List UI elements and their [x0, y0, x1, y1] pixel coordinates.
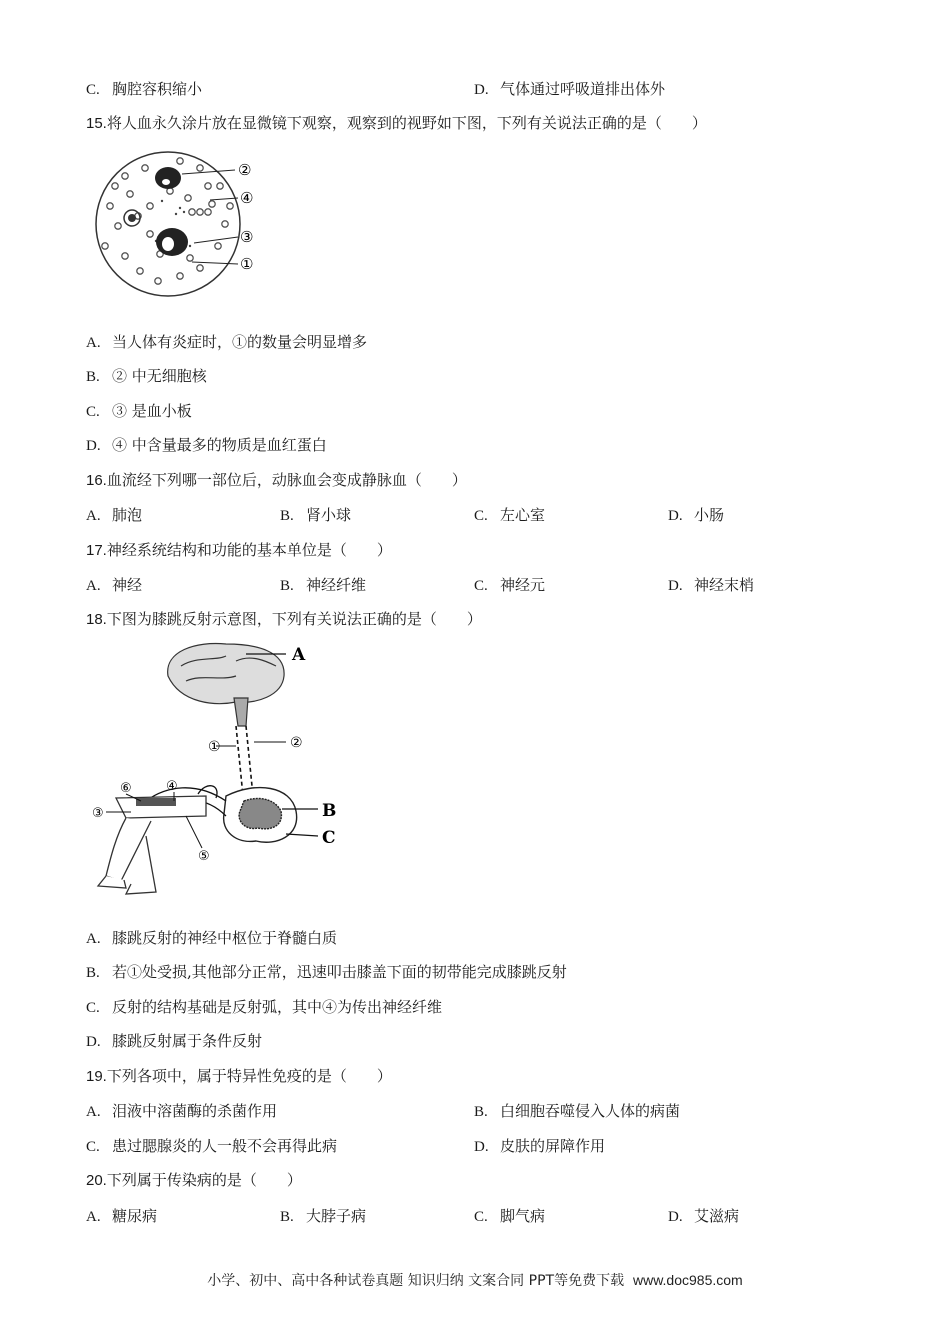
label-6: ⑥: [120, 781, 132, 796]
label-3: ③: [92, 806, 104, 821]
q16-option-a: A. 肺泡: [86, 506, 143, 524]
q14-option-c: C. 胸腔容积缩小: [86, 80, 203, 98]
q18-stem: 18.下图为膝跳反射示意图，下列有关说法正确的是（ ）: [86, 610, 482, 628]
white-cell-2: [155, 167, 181, 189]
q20-stem: 20.下列属于传染病的是（ ）: [86, 1171, 302, 1189]
q19-stem: 19.下列各项中，属于特异性免疫的是（ ）: [86, 1067, 392, 1085]
leg: [98, 796, 206, 894]
q14-option-d: D. 气体通过呼吸道排出体外: [474, 80, 666, 98]
q18-option-d: D. 膝跳反射属于条件反射: [86, 1032, 263, 1050]
q15-option-c: C. ③ 是血小板: [86, 402, 192, 420]
q20-option-a: A. 糖尿病: [86, 1207, 158, 1225]
q17-option-c: C. 神经元: [474, 576, 546, 594]
smear-label-4: ④: [240, 189, 254, 207]
smear-label-3: ③: [240, 228, 254, 246]
smear-label-1: ①: [240, 255, 254, 273]
q20-option-c: C. 脚气病: [474, 1207, 546, 1225]
muscle: [136, 798, 176, 806]
label-c: C: [322, 828, 336, 848]
knee-jerk-reflex-figure: [86, 636, 356, 896]
q19-option-a: A. 泪液中溶菌酶的杀菌作用: [86, 1102, 278, 1120]
label-1: ①: [208, 739, 221, 755]
label-2: ②: [290, 735, 303, 751]
q19-option-c: C. 患过腮腺炎的人一般不会再得此病: [86, 1137, 338, 1155]
footer-text: 小学、初中、高中各种试卷真题 知识归纳 文案合同 PPT等免费下载: [207, 1273, 625, 1289]
q18-option-c: C. 反射的结构基础是反射弧，其中④为传出神经纤维: [86, 998, 443, 1016]
q15-stem: 15.将人血永久涂片放在显微镜下观察，观察到的视野如下图，下列有关说法正确的是（ ）: [86, 114, 707, 132]
label-5: ⑤: [198, 849, 210, 864]
q15-option-a: A. 当人体有炎症时，①的数量会明显增多: [86, 333, 368, 351]
label-4: ④: [166, 779, 178, 794]
q19-option-b: B. 白细胞吞噬侵入人体的病菌: [474, 1102, 681, 1120]
q18-option-a: A. 膝跳反射的神经中枢位于脊髓白质: [86, 929, 338, 947]
q17-option-a: A. 神经: [86, 576, 143, 594]
spinal-cord: [224, 788, 297, 843]
q16-option-c: C. 左心室: [474, 506, 546, 524]
q20-option-b: B. 大脖子病: [280, 1207, 367, 1225]
q17-option-b: B. 神经纤维: [280, 576, 367, 594]
smear-label-2: ②: [238, 161, 252, 179]
q20-option-d: D. 艾滋病: [668, 1207, 740, 1225]
footer-url[interactable]: www.doc985.com: [632, 1272, 743, 1288]
q16-option-b: B. 肾小球: [280, 506, 352, 524]
q16-option-d: D. 小肠: [668, 506, 725, 524]
page-footer: [0, 1270, 950, 1290]
q15-option-b: B. ② 中无细胞核: [86, 367, 207, 385]
label-a: A: [292, 645, 306, 665]
label-b: B: [322, 801, 337, 821]
blood-smear-figure: [90, 146, 270, 306]
q18-option-b: B. 若①处受损,其他部分正常，迅速叩击膝盖下面的韧带能完成膝跳反射: [86, 963, 567, 981]
brain: [168, 643, 284, 726]
q15-option-d: D. ④ 中含量最多的物质是血红蛋白: [86, 436, 327, 454]
q16-stem: 16.血流经下列哪一部位后，动脉血会变成静脉血（ ）: [86, 471, 467, 489]
q17-option-d: D. 神经末梢: [668, 576, 755, 594]
q19-option-d: D. 皮肤的屏障作用: [474, 1137, 606, 1155]
q17-stem: 17.神经系统结构和功能的基本单位是（ ）: [86, 541, 392, 559]
